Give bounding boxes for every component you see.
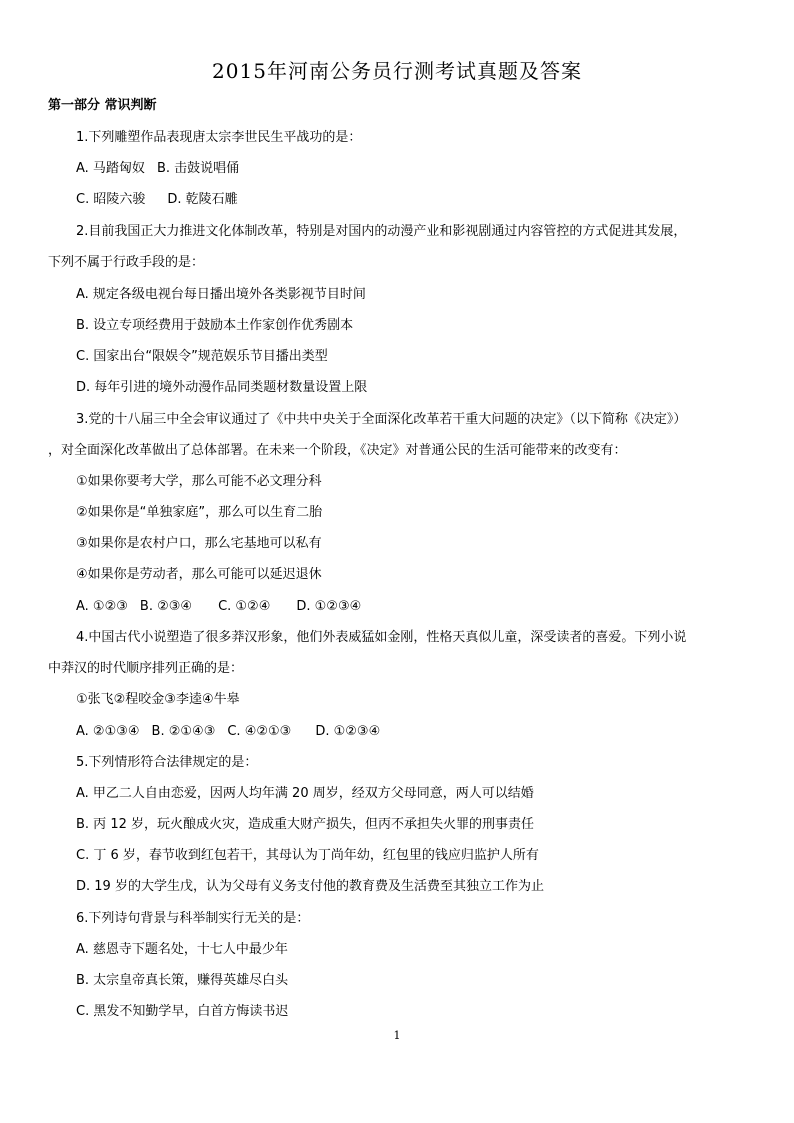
question-5-option-c: C. 丁 6 岁，春节收到红包若干，其母认为丁尚年幼，红包里的钱应归监护人所有 <box>76 848 539 863</box>
option-a: A. ①②③ <box>76 599 128 614</box>
option-d: D. ①②③④ <box>315 724 381 739</box>
question-3-item-1: ①如果你要考大学，那么可能不必文理分科 <box>76 474 322 489</box>
option-a: A. ②①③④ <box>76 724 140 739</box>
question-2-option-b: B. 设立专项经费用于鼓励本土作家创作优秀剧本 <box>76 318 354 333</box>
question-3-item-2: ②如果你是“单独家庭”，那么可以生育二胎 <box>76 505 323 520</box>
page-number: 1 <box>393 1029 401 1042</box>
option-b: B. ②①④③ <box>151 724 216 739</box>
document-title: 2015年河南公务员行测考试真题及答案 <box>212 59 582 83</box>
section-heading: 第一部分 常识判断 <box>48 98 157 113</box>
option-b: B. ②③④ <box>139 599 193 614</box>
question-6-option-c: C. 黑发不知勤学早，白首方悔读书迟 <box>76 1004 289 1019</box>
question-5-option-a: A. 甲乙二人自由恋爱，因两人均年满 20 周岁，经双方父母同意，两人可以结婚 <box>76 786 534 801</box>
question-2-stem-line-1: 2.目前我国正大力推进文化体制改革，特别是对国内的动漫产业和影视剧通过内容管控的方式促进其发展， <box>76 224 687 239</box>
question-6-option-a: A. 慈恩寺下题名处，十七人中最少年 <box>76 942 288 957</box>
question-3-stem-line-1: 3.党的十八届三中全会审议通过了《中共中央关于全面深化改革若干重大问题的决定》（以下简称《决定》） <box>76 412 687 427</box>
question-4-options <box>76 722 380 742</box>
question-1-options-row-1 <box>76 159 239 179</box>
question-4-stem-line-2: 中莽汉的时代顺序排列正确的是： <box>48 661 244 676</box>
option-c: C. ④②①③ <box>227 724 292 739</box>
option-b: B. 击鼓说唱俑 <box>156 161 240 176</box>
question-2-option-a: A. 规定各级电视台每日播出境外各类影视节目时间 <box>76 287 366 302</box>
question-4-stem-line-1: 4.中国古代小说塑造了很多莽汉形象，他们外表威猛如金刚，性格天真似儿童，深受读者的喜爱。下列小说 <box>76 630 687 645</box>
question-3-stem-line-2: ，对全面深化改革做出了总体部署。在未来一个阶段，《决定》对普通公民的生活可能带来的改变有： <box>48 443 627 458</box>
question-3-item-4: ④如果你是劳动者，那么可能可以延迟退休 <box>76 567 322 582</box>
option-c: C. ①②④ <box>218 599 271 614</box>
question-2-option-d: D. 每年引进的境外动漫作品同类题材数量设置上限 <box>76 380 368 395</box>
question-5-stem: 5.下列情形符合法律规定的是： <box>76 755 258 770</box>
option-d: D. 乾陵石雕 <box>167 192 238 207</box>
question-1-stem: 1.下列雕塑作品表现唐太宗李世民生平战功的是： <box>76 130 362 145</box>
question-5-option-d: D. 19 岁的大学生戊，认为父母有义务支付他的教育费及生活费至其独立工作为止 <box>76 879 544 894</box>
question-3-item-3: ③如果你是农村户口，那么宅基地可以私有 <box>76 536 322 551</box>
question-3-options <box>76 597 361 617</box>
question-6-stem: 6.下列诗句背景与科举制实行无关的是： <box>76 911 310 926</box>
option-c: C. 昭陵六骏 <box>76 192 146 207</box>
question-5-option-b: B. 丙 12 岁，玩火酿成火灾，造成重大财产损失，但丙不承担失火罪的刑事责任 <box>76 817 534 832</box>
question-2-stem-line-2: 下列不属于行政手段的是： <box>48 255 205 270</box>
question-1-options-row-2 <box>76 190 238 210</box>
option-d: D. ①②③④ <box>296 599 362 614</box>
option-a: A. 马踏匈奴 <box>76 161 145 176</box>
question-2-option-c: C. 国家出台“限娱令”规范娱乐节目播出类型 <box>76 349 328 364</box>
question-4-item-1: ①张飞②程咬金③李逵④牛皋 <box>76 692 240 707</box>
question-6-option-b: B. 太宗皇帝真长策，赚得英雄尽白头 <box>76 973 289 988</box>
